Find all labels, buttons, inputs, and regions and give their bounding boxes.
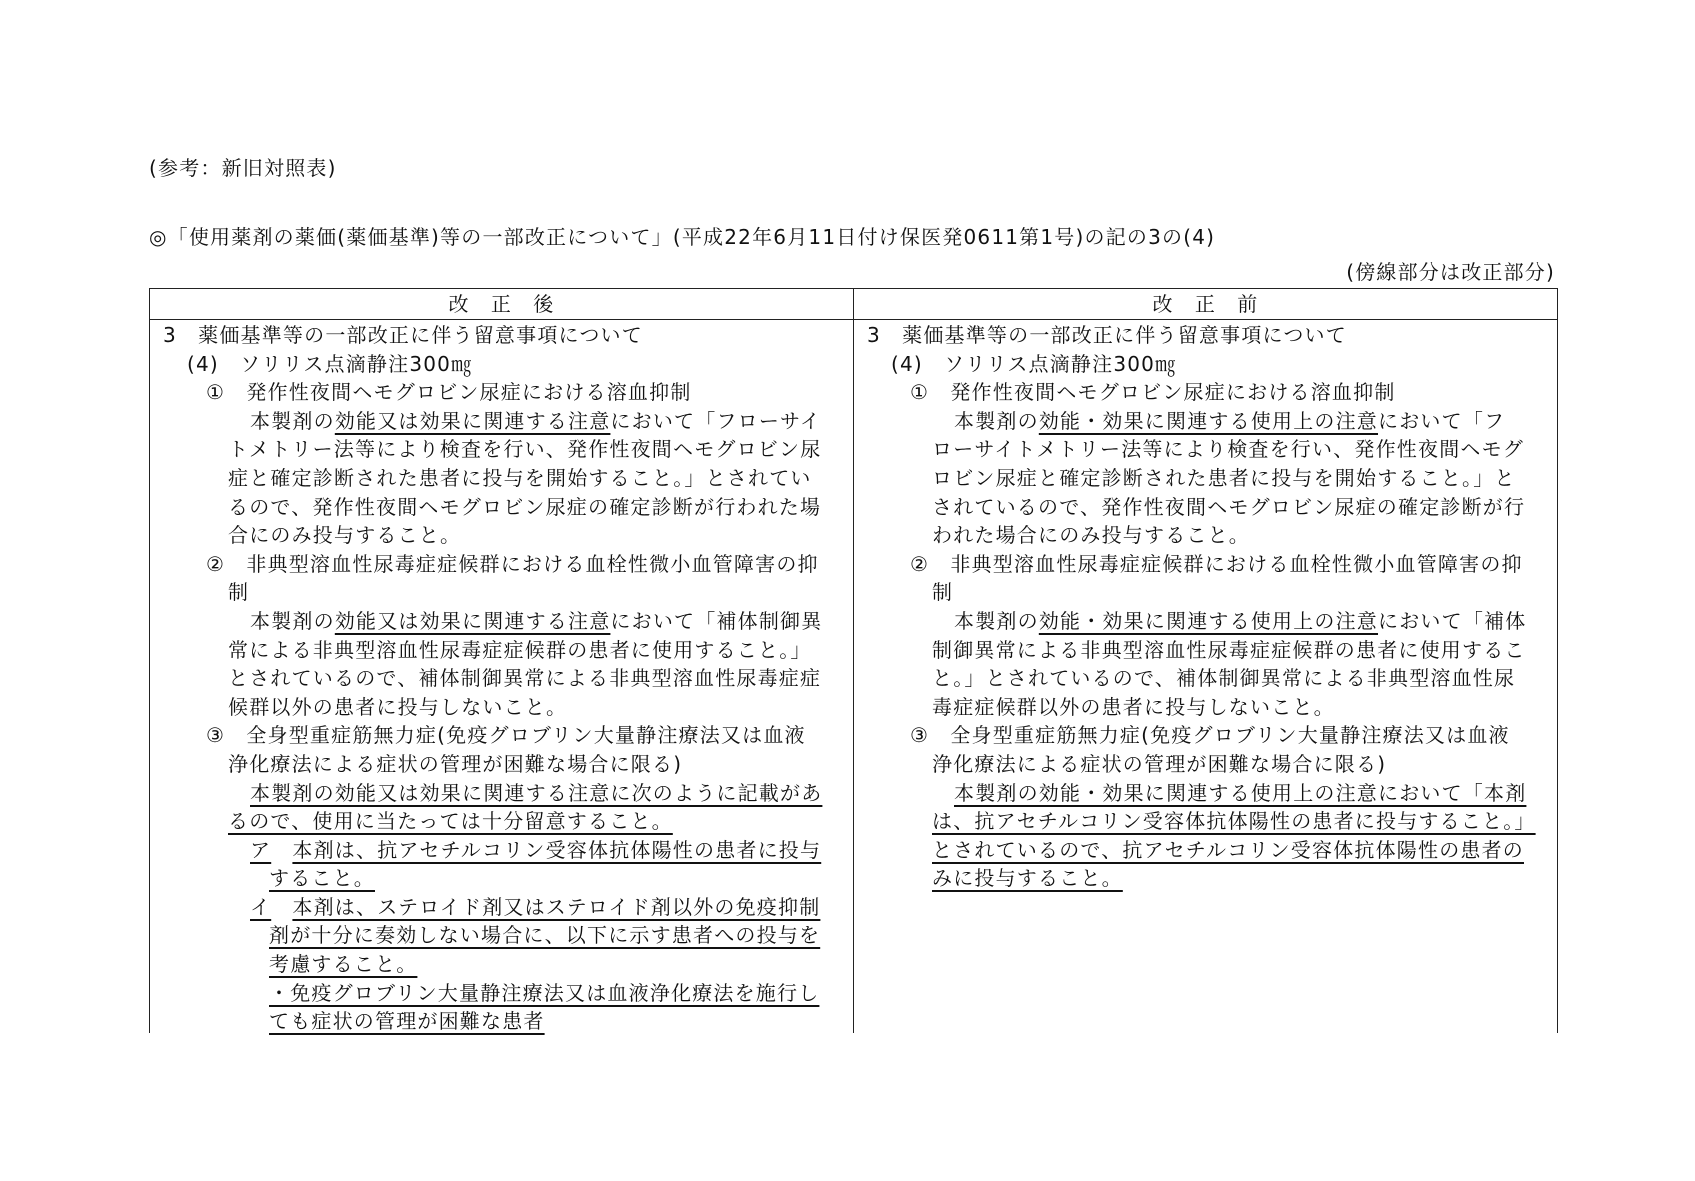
text-segment: 常による非典型溶血性尿毒症症候群の患者に使用すること。」 <box>228 637 812 662</box>
text-segment: において「フローサイ <box>610 408 822 433</box>
text-segment: 浄化療法による症状の管理が困難な場合に限る) <box>932 751 1387 776</box>
comparison-table <box>149 288 1558 1033</box>
text-line <box>854 435 1557 464</box>
text-line <box>150 950 853 979</box>
amended-text: るので、使用に当たっては十分留意すること。 <box>228 809 673 834</box>
column-before <box>854 321 1557 893</box>
text-line <box>854 407 1557 436</box>
text-segment: ① 発作性夜間ヘモグロビン尿症における溶血抑制 <box>206 380 692 405</box>
text-line <box>150 1007 853 1036</box>
document-heading: ◎「使用薬剤の薬価(薬価基準)等の一部改正について」(平成22年6月11日付け保医発0611第1号)の記の3の(4) <box>149 225 1216 249</box>
text-line <box>150 350 853 379</box>
amended-text: 本剤は、抗アセチルコリン受容体抗体陽性の患者に投与 <box>292 837 822 862</box>
text-segment: 制 <box>228 580 250 605</box>
text-line <box>150 779 853 808</box>
text-line <box>150 864 853 893</box>
amended-text: 本製剤の効能又は効果に関連する注意に次のように記載があ <box>250 780 823 805</box>
text-line <box>150 807 853 836</box>
text-line <box>150 664 853 693</box>
amended-text: ても症状の管理が困難な患者 <box>269 1009 545 1034</box>
text-segment: ② 非典型溶血性尿毒症症候群における血栓性微小血管障害の抑 <box>206 551 819 576</box>
text-segment: 本製剤の <box>954 408 1039 433</box>
text-line <box>150 836 853 865</box>
text-segment <box>271 838 292 862</box>
text-line <box>854 664 1557 693</box>
reference-label: (参考：新旧対照表) <box>149 156 337 180</box>
text-segment: 制 <box>932 580 954 605</box>
text-segment: とされているので、補体制御異常による非典型溶血性尿毒症症 <box>228 666 822 691</box>
text-segment: ③ 全身型重症筋無力症(免疫グロブリン大量静注療法又は血液 <box>910 723 1510 748</box>
column-after <box>150 321 853 1036</box>
text-line <box>854 779 1557 808</box>
text-line <box>150 979 853 1008</box>
amended-text: 効能・効果に関連する使用上の注意 <box>1038 608 1379 633</box>
text-segment: 制御異常による非典型溶血性尿毒症症候群の患者に使用するこ <box>932 637 1526 662</box>
text-segment: 合にのみ投与すること。 <box>228 523 462 548</box>
text-segment: 毒症症候群以外の患者に投与しないこと。 <box>932 694 1335 719</box>
text-line <box>150 607 853 636</box>
text-segment: ロビン尿症と確定診断された患者に投与を開始すること。」と <box>932 465 1516 490</box>
amended-text: ・免疫グロブリン大量静注療法又は血液浄化療法を施行し <box>269 980 820 1005</box>
amended-text: は、抗アセチルコリン受容体抗体陽性の患者に投与すること。」 <box>932 809 1536 834</box>
header-before: 改 正 前 <box>1152 292 1259 316</box>
text-segment: トメトリー法等により検査を行い、発作性夜間ヘモグロビン尿 <box>228 437 822 462</box>
text-line <box>150 521 853 550</box>
text-line <box>150 435 853 464</box>
text-segment: (4) ソリリス点滴静注300㎎ <box>187 351 473 376</box>
text-line <box>150 693 853 722</box>
text-segment: 3 薬価基準等の一部改正に伴う留意事項について <box>163 323 643 347</box>
text-segment: において「フ <box>1378 408 1506 433</box>
text-line <box>150 893 853 922</box>
text-line <box>854 378 1557 407</box>
text-line <box>854 321 1557 350</box>
text-segment: 症と確定診断された患者に投与を開始すること。」とされてい <box>228 465 812 490</box>
text-line <box>150 407 853 436</box>
amended-text: とされているので、抗アセチルコリン受容体抗体陽性の患者の <box>932 837 1524 862</box>
text-line <box>854 607 1557 636</box>
text-line <box>854 836 1557 865</box>
text-line <box>854 550 1557 579</box>
text-segment: ローサイトメトリー法等により検査を行い、発作性夜間ヘモグ <box>932 437 1524 462</box>
text-line <box>150 550 853 579</box>
text-line <box>854 464 1557 493</box>
amended-text: イ <box>250 894 272 919</box>
text-segment: されているので、発作性夜間ヘモグロビン尿症の確定診断が行 <box>932 494 1526 519</box>
text-line <box>854 578 1557 607</box>
text-segment: 本製剤の <box>250 408 335 433</box>
text-line <box>854 807 1557 836</box>
text-segment: 浄化療法による症状の管理が困難な場合に限る) <box>228 751 683 776</box>
text-segment: 候群以外の患者に投与しないこと。 <box>228 694 568 719</box>
text-line <box>854 864 1557 893</box>
underline-note: (傍線部分は改正部分) <box>1346 260 1555 284</box>
text-segment: ② 非典型溶血性尿毒症症候群における血栓性微小血管障害の抑 <box>910 551 1523 576</box>
amended-text: 本製剤の効能・効果に関連する使用上の注意において「本剤 <box>954 780 1527 805</box>
text-segment: 本製剤の <box>954 608 1039 633</box>
text-line <box>854 750 1557 779</box>
amended-text: 効能又は効果に関連する注意 <box>334 408 611 433</box>
text-line <box>854 493 1557 522</box>
text-line <box>150 750 853 779</box>
text-line <box>854 636 1557 665</box>
text-line <box>854 521 1557 550</box>
header-after: 改 正 後 <box>448 292 555 316</box>
text-segment: 3 薬価基準等の一部改正に伴う留意事項について <box>867 323 1347 347</box>
text-line <box>150 464 853 493</box>
text-segment: において「補体 <box>1378 608 1527 633</box>
text-line <box>150 378 853 407</box>
text-segment: において「補体制御異 <box>610 608 823 633</box>
text-segment <box>271 895 292 919</box>
amended-text: 考慮すること。 <box>269 952 418 977</box>
text-line <box>854 721 1557 750</box>
text-line <box>150 321 853 350</box>
text-line <box>150 721 853 750</box>
text-segment: ① 発作性夜間ヘモグロビン尿症における溶血抑制 <box>910 380 1396 405</box>
text-line <box>150 493 853 522</box>
amended-text: 効能・効果に関連する使用上の注意 <box>1038 408 1379 433</box>
amended-text: 本剤は、ステロイド剤又はステロイド剤以外の免疫抑制 <box>292 894 821 919</box>
text-segment: るので、発作性夜間ヘモグロビン尿症の確定診断が行われた場 <box>228 494 822 519</box>
text-line <box>854 693 1557 722</box>
text-line <box>150 578 853 607</box>
amended-text: ア <box>250 837 272 862</box>
text-segment: ③ 全身型重症筋無力症(免疫グロブリン大量静注療法又は血液 <box>206 723 806 748</box>
text-segment: 本製剤の <box>250 608 335 633</box>
text-line <box>854 350 1557 379</box>
text-line <box>150 921 853 950</box>
text-line <box>150 636 853 665</box>
text-segment: (4) ソリリス点滴静注300㎎ <box>891 351 1177 376</box>
amended-text: みに投与すること。 <box>932 866 1123 891</box>
amended-text: 効能又は効果に関連する注意 <box>334 608 611 633</box>
amended-text: 剤が十分に奏効しない場合に、以下に示す患者への投与を <box>269 923 821 948</box>
text-segment: われた場合にのみ投与すること。 <box>932 523 1250 548</box>
amended-text: すること。 <box>269 866 375 891</box>
text-segment: と。」とされているので、補体制御異常による非典型溶血性尿 <box>932 666 1516 691</box>
